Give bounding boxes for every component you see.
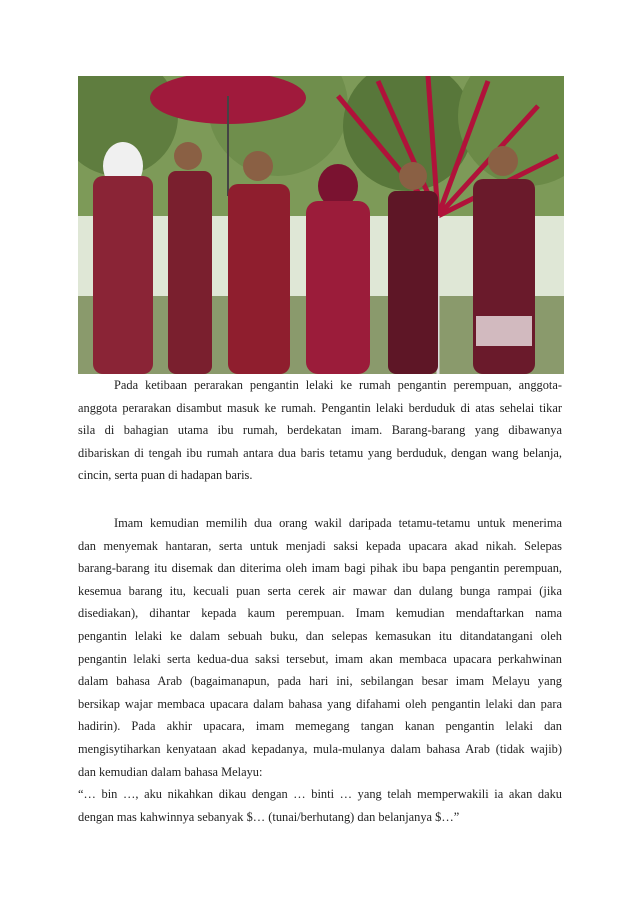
paragraph-line: dalam bahasa Arab (bagaimanapun, pada hari ini, sebilangan besar imam Melayu yang	[78, 674, 562, 689]
paragraph-line: Imam kemudian memilih dua orang wakil daripada tetamu-tetamu untuk menerima	[114, 516, 562, 530]
paragraph-line: Pada ketibaan perarakan pengantin lelaki ke rumah pengantin perempuan, anggota-	[114, 378, 562, 392]
quote-line: “… bin …, aku nikahkan dikau dengan … binti … yang telah memperwakili ia akan daku	[78, 787, 562, 802]
paragraph-line: sila di bahagian utama ibu rumah, berdekatan imam. Barang-barang yang dibawanya	[78, 423, 562, 438]
photo-illustration	[78, 76, 564, 374]
paragraph-line: dan menyemak hantaran, serta untuk menjadi saksi kepada upacara akad nikah. Selepas	[78, 538, 562, 553]
paragraph-line: disediakan), dihantar kepada kaum perempuan. Imam kemudian mendaftarkan nama	[78, 606, 562, 621]
paragraph-line: pengantin lelaki ke dalam sebuah buku, dan selepas kemasukan itu ditandatangani oleh	[78, 628, 562, 643]
paragraph-line: pengantin lelaki serta kedua-dua saksi tersebut, imam akan membaca upacara perkahwinan	[78, 651, 562, 666]
paragraph-line: kesemua barang itu, kecuali puan serta cerek air mawar dan dulang bunga rampai (jika	[78, 583, 562, 598]
paragraph-line: anggota perarakan disambut masuk ke rumah. Pengantin lelaki berduduk di atas sehelai tikar	[78, 400, 562, 415]
paragraph-line: mengisytiharkan kenyataan akad kepadanya, mula-mulanya dalam bahasa Arab (tidak wajib)	[78, 741, 562, 756]
paragraph-line: dibariskan di tengah ibu rumah antara dua baris tetamu yang berduduk, dengan wang belanja,	[78, 445, 562, 460]
wedding-procession-photo	[78, 76, 564, 374]
paragraph-1	[78, 374, 562, 487]
quote-line: dengan mas kahwinnya sebanyak $… (tunai/berhutang) dan belanjanya $…”	[78, 809, 460, 824]
paragraph-2	[78, 512, 562, 828]
paragraph-line: barang-barang itu disemak dan diterima oleh imam bagi pihak ibu bapa pengantin perempuan,	[78, 561, 562, 576]
paragraph-line: hadirin). Pada akhir upacara, imam memegang tangan kanan pengantin lelaki dan	[78, 719, 562, 734]
paragraph-line: bersikap wajar membaca upacara dalam bahasa yang difahami oleh pengantin lelaki dan para	[78, 696, 562, 711]
paragraph-line: cincin, serta puan di hadapan baris.	[78, 468, 253, 483]
paragraph-line: dan kemudian dalam bahasa Melayu:	[78, 764, 263, 779]
